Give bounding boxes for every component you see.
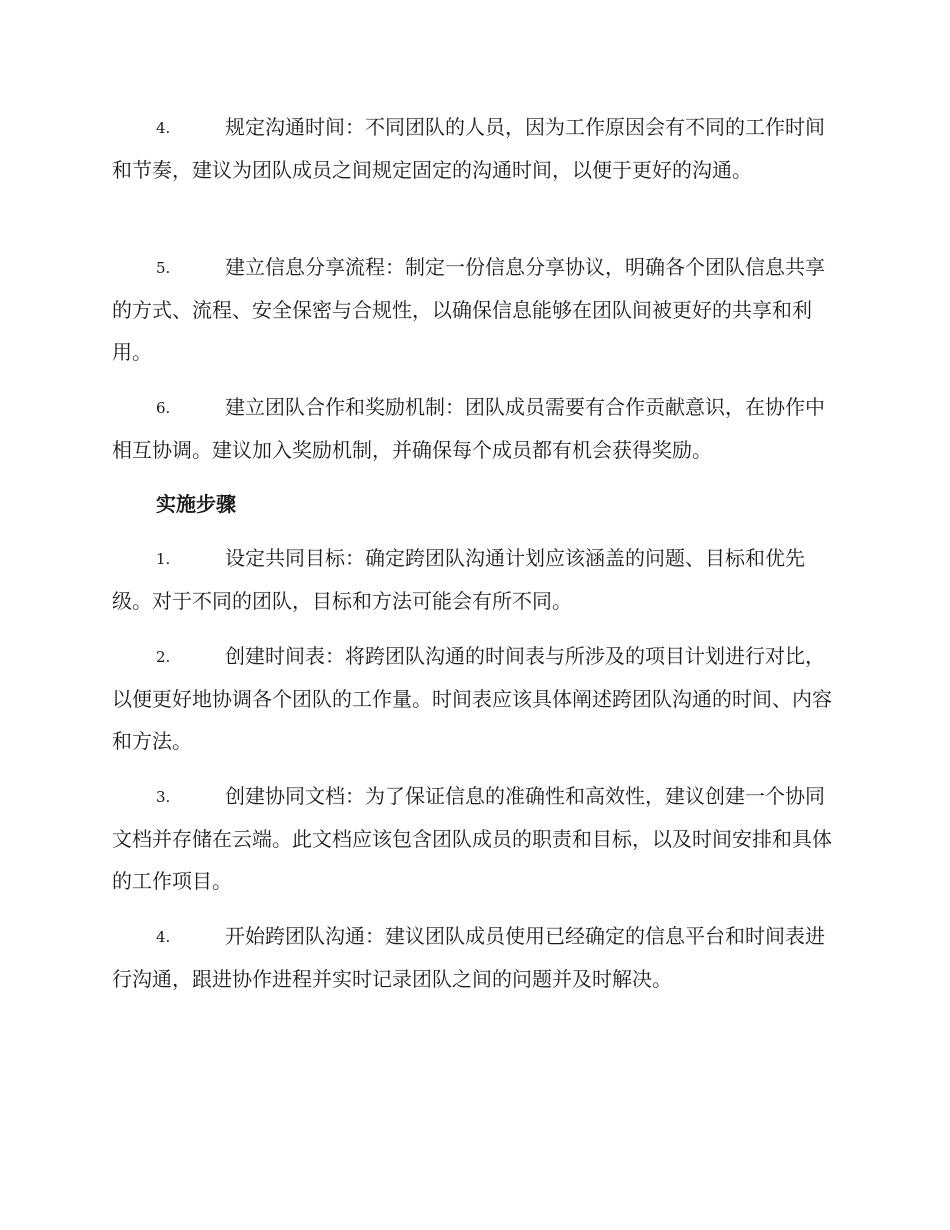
list-item-text: 建立团队合作和奖励机制：团队成员需要有合作贡献意识，在协作中相互协调。建议加入奖励机制，并确保每个成员都有机会获得奖励。 [112, 395, 825, 462]
list-item [112, 915, 842, 1000]
list-item [112, 106, 842, 191]
list-item-number: 1. [156, 550, 171, 568]
list-item [112, 246, 842, 373]
list-item-number: 4. [156, 928, 171, 946]
list-item-number: 4. [156, 119, 171, 137]
list-item-number: 2. [156, 648, 171, 666]
list-item-number: 6. [156, 399, 171, 417]
list-item-text: 创建时间表：将跨团队沟通的时间表与所涉及的项目计划进行对比，以便更好地协调各个团队的工作量。时间表应该具体阐述跨团队沟通的时间、内容和方法。 [112, 644, 832, 753]
list-item-number: 3. [156, 788, 171, 806]
list-item-text: 设定共同目标：确定跨团队沟通计划应该涵盖的问题、目标和优先级。对于不同的团队，目标和方法可能会有所不同。 [112, 546, 805, 613]
list-item [112, 386, 842, 471]
list-item-text: 创建协同文档：为了保证信息的准确性和高效性，建议创建一个协同文档并存储在云端。此文档应该包含团队成员的职责和目标，以及时间安排和具体的工作项目。 [112, 784, 832, 893]
list-item [112, 635, 842, 762]
list-item-number: 5. [156, 259, 171, 277]
list-item-text: 规定沟通时间：不同团队的人员，因为工作原因会有不同的工作时间和节奏，建议为团队成员之间规定固定的沟通时间，以便于更好的沟通。 [112, 115, 825, 182]
list-item [112, 775, 842, 902]
list-item-text: 建立信息分享流程：制定一份信息分享协议，明确各个团队信息共享的方式、流程、安全保密与合规性，以确保信息能够在团队间被更好的共享和利用。 [112, 255, 825, 364]
section-heading: 实施步骤 [156, 492, 236, 516]
list-item [112, 537, 842, 622]
list-item-text: 开始跨团队沟通：建议团队成员使用已经确定的信息平台和时间表进行沟通，跟进协作进程并实时记录团队之间的问题并及时解决。 [112, 924, 825, 991]
